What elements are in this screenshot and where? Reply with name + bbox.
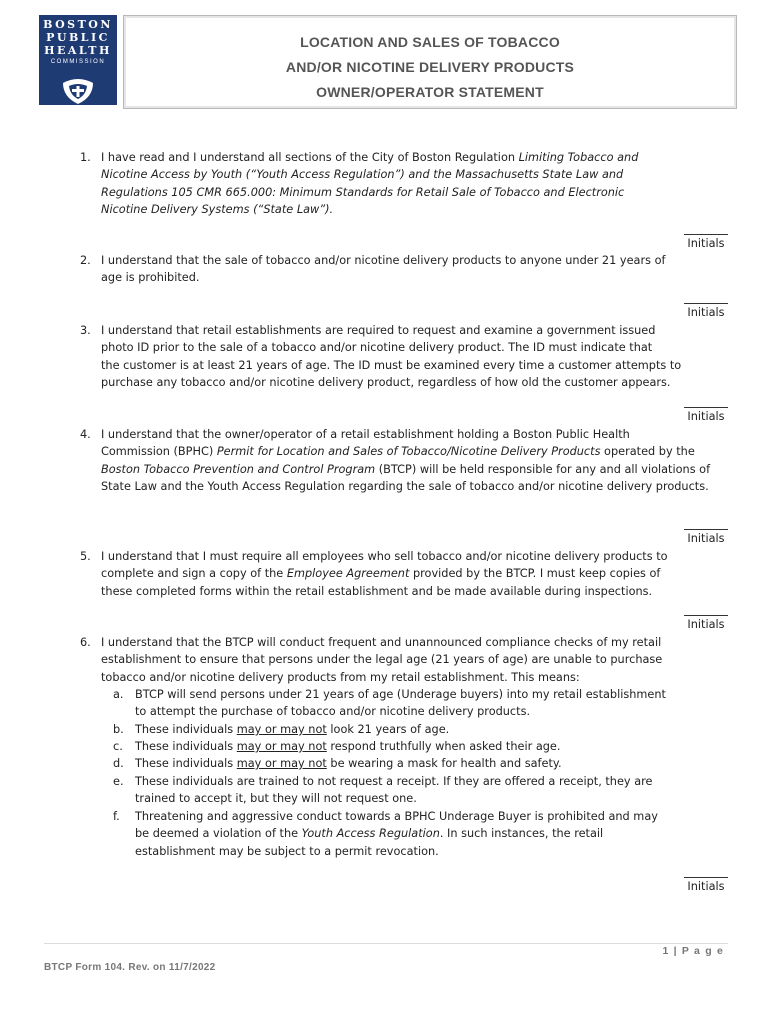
title-line-3: OWNER/OPERATOR STATEMENT bbox=[316, 84, 544, 100]
statement-text: to attempt the purchase of tobacco and/or nicotine delivery products. bbox=[135, 705, 531, 719]
initials-blank-line[interactable] bbox=[684, 606, 728, 616]
initials-label: Initials bbox=[687, 532, 725, 545]
statement-text: These individuals bbox=[135, 740, 237, 753]
statement-text: I have read and I understand all sections of the City of Boston Regulation bbox=[101, 151, 519, 164]
statement-line bbox=[101, 461, 710, 478]
statement-text: be wearing a mask for health and safety. bbox=[326, 757, 562, 770]
statement-line bbox=[101, 443, 695, 460]
statement-text: age is prohibited. bbox=[101, 271, 200, 285]
statement-line bbox=[135, 755, 562, 772]
statement-line bbox=[101, 149, 638, 166]
initials-label: Initials bbox=[687, 410, 725, 423]
statement-line bbox=[101, 478, 709, 495]
statement-line bbox=[101, 201, 333, 218]
statement-text: the customer is at least 21 years of age. The ID must be examined every time a customer attempts to bbox=[101, 358, 682, 372]
statement-line bbox=[135, 843, 439, 860]
initials-label: Initials bbox=[687, 237, 725, 250]
statement-line bbox=[101, 252, 665, 269]
statement-line bbox=[135, 790, 417, 807]
title-box bbox=[123, 15, 737, 109]
item-number: 3. bbox=[80, 324, 91, 337]
statement-text: Permit for Location and Sales of Tobacco/Nicotine Delivery Products bbox=[216, 445, 601, 459]
statement-text: provided by the BTCP. I must keep copies of bbox=[409, 567, 661, 581]
initials-label: Initials bbox=[687, 880, 725, 893]
statement-line bbox=[101, 426, 630, 443]
statement-text: . In such instances, the retail bbox=[439, 827, 604, 841]
statement-line bbox=[101, 184, 624, 201]
statement-line bbox=[101, 322, 655, 339]
statement-line bbox=[135, 773, 652, 790]
page-number: 1 | P a g e bbox=[662, 945, 724, 957]
shield-icon bbox=[60, 77, 96, 105]
initials-blank-line[interactable] bbox=[684, 225, 728, 235]
logo-line-health: HEALTH bbox=[44, 44, 112, 57]
statement-text: Regulations 105 CMR 665.000: Minimum Standards for Retail Sale of Tobacco and Electronic bbox=[101, 185, 625, 199]
statement-line bbox=[135, 721, 449, 738]
statement-line bbox=[101, 583, 652, 600]
statement-line bbox=[135, 703, 530, 720]
statement-line bbox=[101, 166, 623, 183]
statement-text: These individuals bbox=[135, 757, 237, 770]
statement-text: complete and sign a copy of the bbox=[101, 567, 287, 581]
statement-text: tobacco and/or nicotine delivery products from my retail establishment. This means: bbox=[101, 670, 580, 684]
statement-line bbox=[135, 686, 666, 703]
initials-label: Initials bbox=[687, 618, 725, 631]
statement-line bbox=[135, 808, 658, 825]
statement-text: Nicotine Delivery Systems (“State Law”). bbox=[101, 202, 334, 216]
footer-divider bbox=[44, 943, 728, 944]
sub-item-letter: d. bbox=[113, 757, 124, 770]
statement-text: Limiting Tobacco and bbox=[518, 151, 639, 164]
statement-text: may or may not bbox=[236, 757, 327, 770]
sub-item-letter: b. bbox=[113, 723, 124, 736]
statement-line bbox=[101, 548, 668, 565]
statement-text: Nicotine Access by Youth (“Youth Access Regulation”) and the Massachusetts State Law and bbox=[101, 168, 624, 182]
logo-line-commission: COMMISSION bbox=[50, 59, 106, 65]
initials-field-6[interactable] bbox=[684, 868, 728, 894]
statement-text: respond truthfully when asked their age. bbox=[326, 740, 561, 753]
logo-line-boston: BOSTON bbox=[43, 18, 113, 31]
initials-field-2[interactable] bbox=[684, 294, 728, 320]
initials-blank-line[interactable] bbox=[684, 294, 728, 304]
statement-line bbox=[101, 339, 652, 356]
item-number: 5. bbox=[80, 550, 91, 563]
sub-item-letter: c. bbox=[113, 740, 123, 753]
statement-text: Boston Tobacco Prevention and Control Program bbox=[101, 462, 376, 476]
statement-text: These individuals are trained to not request a receipt. If they are offered a receipt, they are bbox=[135, 775, 653, 788]
item-number: 2. bbox=[80, 254, 91, 267]
item-number: 1. bbox=[80, 151, 91, 164]
title-line-1: LOCATION AND SALES OF TOBACCO bbox=[300, 34, 560, 50]
statement-text: look 21 years of age. bbox=[326, 723, 450, 736]
statement-line bbox=[135, 738, 560, 755]
statement-text: photo ID prior to the sale of a tobacco and/or nicotine delivery product. The ID must indicate that bbox=[101, 341, 653, 355]
statement-text: Threatening and aggressive conduct towards a BPHC Underage Buyer is prohibited and may bbox=[135, 810, 658, 823]
form-reference: BTCP Form 104. Rev. on 11/7/2022 bbox=[44, 962, 216, 973]
statement-line bbox=[101, 269, 199, 286]
statement-text: Youth Access Regulation bbox=[301, 827, 440, 841]
bphc-logo bbox=[39, 15, 117, 105]
initials-field-1[interactable] bbox=[684, 225, 728, 251]
statement-text: I understand that I must require all employees who sell tobacco and/or nicotine delivery products to bbox=[101, 550, 668, 563]
statement-text: operated by the bbox=[600, 445, 695, 459]
statement-line bbox=[101, 634, 661, 651]
initials-field-5[interactable] bbox=[684, 606, 728, 632]
sub-item-letter: a. bbox=[113, 688, 124, 701]
statement-text: these completed forms within the retail establishment and be made available during inspections. bbox=[101, 584, 653, 598]
statement-text: These individuals bbox=[135, 723, 237, 736]
statement-text: may or may not bbox=[236, 740, 327, 753]
item-number: 6. bbox=[80, 636, 91, 649]
statement-text: BTCP will send persons under 21 years of age (Underage buyers) into my retail establishment bbox=[135, 688, 666, 701]
statement-line bbox=[101, 651, 662, 668]
statement-line bbox=[101, 357, 681, 374]
initials-blank-line[interactable] bbox=[684, 520, 728, 530]
statement-line bbox=[135, 825, 603, 842]
sub-item-letter: e. bbox=[113, 775, 124, 788]
initials-blank-line[interactable] bbox=[684, 398, 728, 408]
logo-line-public: PUBLIC bbox=[46, 31, 110, 44]
statement-text: State Law and the Youth Access Regulation regarding the sale of tobacco and/or nicotine delivery products. bbox=[101, 479, 709, 493]
initials-blank-line[interactable] bbox=[684, 868, 728, 878]
statement-line bbox=[101, 374, 671, 391]
statement-text: Commission (BPHC) bbox=[101, 445, 217, 459]
statement-text: Employee Agreement bbox=[286, 567, 410, 581]
initials-field-4[interactable] bbox=[684, 520, 728, 546]
statement-text: establishment to ensure that persons under the legal age (21 years of age) are unable to purchase bbox=[101, 653, 663, 667]
item-number: 4. bbox=[80, 428, 91, 441]
initials-field-3[interactable] bbox=[684, 398, 728, 424]
statement-line bbox=[101, 565, 660, 582]
statement-text: be deemed a violation of the bbox=[135, 827, 302, 841]
statement-text: I understand that retail establishments are required to request and examine a government issued bbox=[101, 324, 656, 337]
initials-label: Initials bbox=[687, 306, 725, 319]
title-line-2: AND/OR NICOTINE DELIVERY PRODUCTS bbox=[285, 59, 575, 75]
statement-text: (BTCP) will be held responsible for any and all violations of bbox=[375, 462, 711, 476]
statement-text: may or may not bbox=[236, 723, 327, 736]
sub-item-letter: f. bbox=[113, 810, 120, 823]
statement-text: trained to accept it, but they will not request one. bbox=[135, 792, 417, 806]
statement-text: I understand that the sale of tobacco and/or nicotine delivery products to anyone under 21 years of bbox=[101, 254, 666, 267]
statement-text: I understand that the BTCP will conduct frequent and unannounced compliance checks of my retail bbox=[101, 636, 662, 649]
statement-text: I understand that the owner/operator of a retail establishment holding a Boston Public Health bbox=[101, 428, 630, 441]
statement-line bbox=[101, 669, 580, 686]
statement-text: establishment may be subject to a permit revocation. bbox=[135, 844, 439, 858]
statement-text: purchase any tobacco and/or nicotine delivery product, regardless of how old the customer appears. bbox=[101, 375, 671, 389]
